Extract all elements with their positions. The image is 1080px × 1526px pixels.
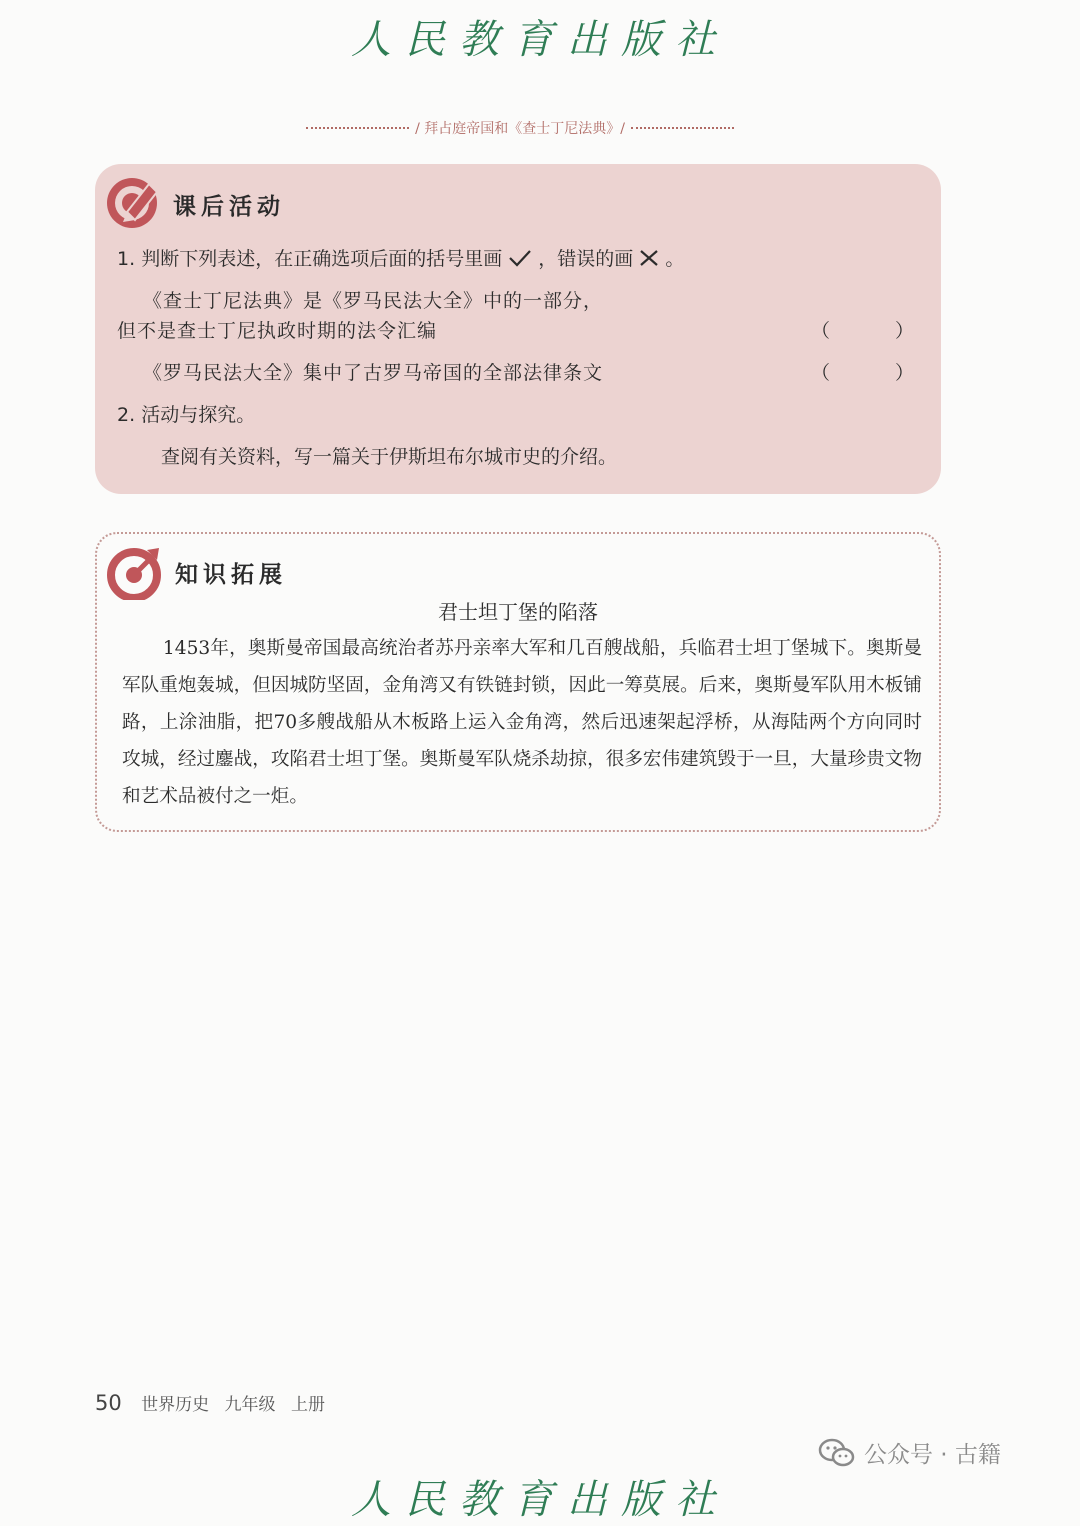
question-2 — [117, 400, 255, 427]
statement-2: 《罗马民法大全》集中了古罗马帝国的全部法律条文 — [143, 362, 604, 384]
q1-prompt: 判断下列表述，在正确选项后面的括号里画 — [141, 248, 503, 270]
answer-paren-close-1: ） — [895, 320, 915, 342]
page-number: 50 — [95, 1391, 122, 1415]
publisher-logo-top: 人民教育出版社 — [351, 17, 729, 63]
q1-end: 。 — [665, 248, 685, 270]
q2-number: 2. — [117, 404, 136, 426]
book-title: 世界历史 — [141, 1395, 210, 1415]
watermark — [818, 1436, 1001, 1469]
activity-title: 课后活动 — [173, 194, 285, 220]
q2-prompt: 活动与探究。 — [141, 404, 256, 426]
wechat-icon — [818, 1438, 856, 1468]
volume-label: 上册 — [290, 1395, 325, 1415]
pencil-target-icon — [105, 176, 159, 230]
q1-number: 1. — [117, 248, 136, 270]
running-header-text: / 拜占庭帝国和《查士丁尼法典》/ — [415, 121, 625, 137]
grade-label: 九年级 — [224, 1395, 276, 1415]
answer-paren-close-2: ） — [895, 362, 915, 384]
question-1 — [117, 244, 684, 271]
statement-1-line-2: 但不是查士丁尼执政时期的法令汇编 — [117, 320, 438, 342]
question-2-task: 查阅有关资料，写一篇关于伊斯坦布尔城市史的介绍。 — [161, 446, 618, 468]
statement-1-line-1: 《查士丁尼法典》是《罗马民法大全》中的一部分， — [143, 290, 604, 312]
checkmark-icon — [508, 249, 532, 267]
knowledge-box — [95, 532, 941, 832]
knowledge-paragraph: 1453年，奥斯曼帝国最高统治者苏丹亲率大军和几百艘战船，兵临君士坦丁堡城下。奥斯曼军队重炮轰城，但因城防坚固，金角湾又有铁链封锁，因此一筹莫展。后来，奥斯曼军队用木板铺路，上涂油脂，把70多艘战船从木板路上运入金角湾，然后迅速架起浮桥，从海陆两个方向同时攻城，经过鏖战，攻陷君士坦丁堡。奥斯曼军队烧杀劫掠，很多宏伟建筑毁于一旦，大量珍贵文物和艺术品被付之一炬。 — [122, 638, 922, 807]
page-footer — [95, 1390, 335, 1415]
running-header — [300, 118, 740, 138]
watermark-text: 公众号 · 古籍 — [864, 1442, 1001, 1468]
header-dots-left — [306, 127, 409, 129]
answer-paren-open-2: （ — [811, 362, 831, 384]
q1-mid: ，错误的画 — [538, 248, 634, 270]
activity-box — [95, 164, 941, 494]
publisher-logo-bottom: 人民教育出版社 — [351, 1477, 729, 1523]
cross-icon — [639, 249, 659, 267]
header-dots-right — [631, 127, 734, 129]
arrow-target-icon — [107, 546, 161, 600]
knowledge-subtitle: 君士坦丁堡的陷落 — [438, 600, 598, 624]
answer-paren-open-1: （ — [811, 320, 831, 342]
knowledge-title: 知识拓展 — [175, 562, 287, 588]
